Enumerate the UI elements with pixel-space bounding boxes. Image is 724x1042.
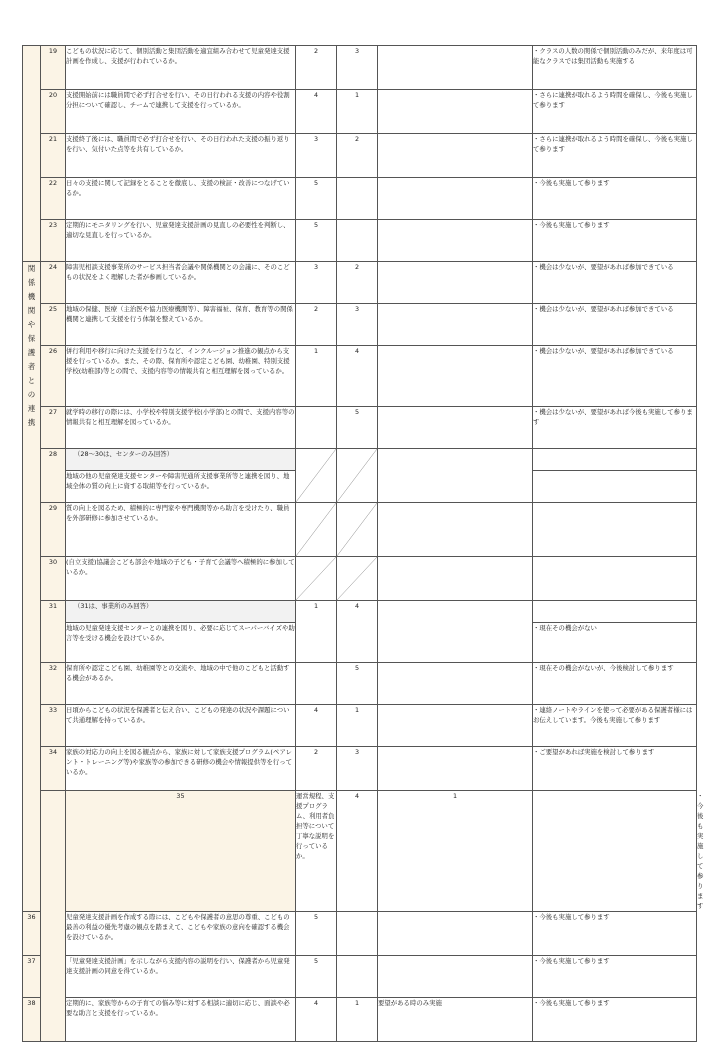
response-comment: ・クラスの人数の関係で個別活動のみだが、来年度は可能なクラスでは集団活動も実施する <box>533 46 697 90</box>
yes-count: 3 <box>296 262 337 304</box>
yes-count: 3 <box>296 134 337 178</box>
feedback-cell <box>378 262 533 304</box>
no-count <box>337 178 378 220</box>
item-text: こどもの状況に応じて、個別活動と集団活動を適宜組み合わせて児童発達支援計画を作成し、支援が行われているか。 <box>66 46 296 90</box>
no-count: 1 <box>337 705 378 747</box>
no-count <box>337 220 378 262</box>
feedback-cell <box>378 46 533 90</box>
feedback-cell <box>378 747 533 791</box>
table-row-note <box>23 601 697 623</box>
table-row <box>23 46 697 90</box>
note-center-only <box>66 449 296 471</box>
response-comment: ・現在その機会がないが、今後検討して参ります <box>533 663 697 705</box>
item-text: 日々の支援に関して記録をとることを徹底し、支援の検証・改善につなげているか。 <box>66 178 296 220</box>
response-comment: ・機会は少ないが、要望があれば参加できている <box>533 304 697 346</box>
response-comment: ・今後も実施して参ります <box>533 220 697 262</box>
item-text: 定期的に、家族等からの子育ての悩み等に対する相談に適切に応じ、面談や必要な助言と支援を行っているか。 <box>66 998 296 1042</box>
yes-count: 5 <box>296 220 337 262</box>
section-label: 関係機関や保護者との連携 <box>27 264 36 427</box>
response-comment: ・連絡ノートやラインを使って必要がある保護者様にはお伝えしています。今後も実施して参ります <box>533 705 697 747</box>
feedback-cell <box>378 134 533 178</box>
no-count: 4 <box>337 346 378 407</box>
row-number: 24 <box>41 262 66 304</box>
yes-count: 4 <box>296 998 337 1042</box>
yes-count <box>296 407 337 449</box>
evaluation-table <box>22 45 704 1042</box>
row-number: 38 <box>23 998 41 1042</box>
row-number: 23 <box>41 220 66 262</box>
no-count: 5 <box>337 407 378 449</box>
response-comment: ・機会は少ないが、要望があれば今後も実施して参ります <box>533 407 697 449</box>
section-cell-support <box>23 46 41 262</box>
response-comment: ・さらに連携が取れるよう時間を確保し、今後も実施して参ります <box>533 90 697 134</box>
row-number: 31 <box>41 601 66 663</box>
section-cell-parents <box>41 791 66 1042</box>
feedback-cell <box>378 220 533 262</box>
yes-count: 5 <box>296 912 337 956</box>
yes-count: 4 <box>296 705 337 747</box>
feedback-cell <box>378 407 533 449</box>
no-count: 1 <box>337 998 378 1042</box>
row-number: 20 <box>41 90 66 134</box>
no-count: 1 <box>337 90 378 134</box>
item-text: 家族の対応力の向上を図る観点から、家族に対して家族支援プログラム(ペアレント・トレーニング等)や家族等の参加できる研修の機会や情報提供等を行っているか。 <box>66 747 296 791</box>
row-number: 29 <box>41 503 66 557</box>
row-number: 25 <box>41 304 66 346</box>
response-comment <box>533 449 697 471</box>
no-count <box>337 912 378 956</box>
na-cell <box>296 557 337 601</box>
response-comment: ・機会は少ないが、要望があれば参加できている <box>533 346 697 407</box>
item-text: 地域の他の児童発達支援センターや障害児通所支援事業所等と連携を図り、地域全体の質の向上に資する取組等を行っているか。 <box>66 471 296 503</box>
yes-count: 4 <box>296 90 337 134</box>
item-text: 「児童発達支援計画」を示しながら支援内容の説明を行い、保護者から児童発達支援計画の同意を得ているか。 <box>66 956 296 998</box>
response-comment: ・さらに連携が取れるよう時間を確保し、今後も実施して参ります <box>533 134 697 178</box>
no-count: 1 <box>378 791 533 912</box>
response-comment: ・今後も実施して参ります <box>533 998 697 1042</box>
feedback-cell <box>378 601 533 663</box>
row-number: 36 <box>23 912 41 956</box>
yes-count: 2 <box>296 46 337 90</box>
response-comment <box>533 503 697 557</box>
feedback-cell <box>378 557 533 601</box>
item-text: 児童発達支援計画を作成する際には、こどもや保護者の意思の尊重、こどもの最善の利益の優先考慮の観点を踏まえて、こどもや家族の意向を確認する機会を設けているか。 <box>66 912 296 956</box>
item-text: 質の向上を図るため、積極的に専門家や専門機関等から助言を受けたり、職員を外部研修に参加させているか。 <box>66 503 296 557</box>
item-text: 障害児相談支援事業所のサービス担当者会議や関係機関との会議に、そのこどもの状況をよく理解した者が参画しているか。 <box>66 262 296 304</box>
feedback-cell <box>378 304 533 346</box>
note-office-only <box>66 601 296 623</box>
section-cell-related-orgs <box>23 262 41 912</box>
response-comment: ・ご要望があれば実施を検討して参ります <box>533 747 697 791</box>
feedback-cell <box>378 449 533 503</box>
table-row: 35 運営規程、支援プログラム、利用者負担等について丁寧な説明を行っているか。 4 1 ・今後も実施して参ります <box>23 791 697 912</box>
no-count: 5 <box>337 663 378 705</box>
no-count: 3 <box>337 304 378 346</box>
yes-count: 1 <box>296 346 337 407</box>
note-text: （28～30は、センターのみ回答） <box>74 450 174 458</box>
table-row <box>23 998 697 1042</box>
yes-count: 5 <box>296 178 337 220</box>
feedback-cell <box>533 791 697 912</box>
table-row <box>23 503 697 557</box>
no-count: 3 <box>337 46 378 90</box>
table-row <box>23 912 697 956</box>
yes-count <box>296 663 337 705</box>
item-text: 定期的にモニタリングを行い、児童発達支援計画の見直しの必要性を判断し、適切な見直しを行っているか。 <box>66 220 296 262</box>
item-text: 支援終了後には、職員間で必ず打合せを行い、その日行われた支援の振り返りを行い、気付いた点等を共有しているか。 <box>66 134 296 178</box>
table-row <box>23 557 697 601</box>
no-count: 2 <box>337 134 378 178</box>
table-row <box>23 220 697 262</box>
feedback-cell <box>378 346 533 407</box>
table-row <box>23 747 697 791</box>
row-number: 33 <box>41 705 66 747</box>
table-row <box>23 346 697 407</box>
feedback-cell <box>378 912 533 956</box>
feedback-cell <box>378 178 533 220</box>
item-text: 日頃からこどもの状況を保護者と伝え合い、こどもの発達の状況や課題について共通理解を持っているか。 <box>66 705 296 747</box>
feedback-cell: 要望がある時のみ実施 <box>378 998 533 1042</box>
feedback-cell <box>378 705 533 747</box>
na-cell <box>337 449 378 503</box>
response-comment: ・現在その機会がない <box>533 623 697 663</box>
row-number: 35 <box>66 791 296 912</box>
table-row <box>23 90 697 134</box>
row-number: 37 <box>23 956 41 998</box>
row-number: 34 <box>41 747 66 791</box>
row-number: 22 <box>41 178 66 220</box>
yes-count: 2 <box>296 304 337 346</box>
response-comment: ・今後も実施して参ります <box>533 956 697 998</box>
table-row <box>23 262 697 304</box>
row-number: 26 <box>41 346 66 407</box>
row-number: 28 <box>41 449 66 503</box>
table-row <box>23 134 697 178</box>
table-row <box>23 956 697 998</box>
na-cell <box>337 557 378 601</box>
table-row <box>23 178 697 220</box>
response-comment: ・今後も実施して参ります <box>533 912 697 956</box>
yes-count: 1 <box>296 601 337 663</box>
item-text: 就学時の移行の際には、小学校や特別支援学校(小学部)との間で、支援内容等の情報共有と相互理解を図っているか。 <box>66 407 296 449</box>
response-comment <box>533 471 697 503</box>
feedback-cell <box>378 663 533 705</box>
yes-count: 5 <box>296 956 337 998</box>
table-row-note <box>23 449 697 471</box>
no-count: 4 <box>337 601 378 663</box>
feedback-cell <box>378 503 533 557</box>
no-count: 2 <box>337 262 378 304</box>
na-cell <box>337 503 378 557</box>
table-row <box>23 705 697 747</box>
item-text: 併行利用や移行に向けた支援を行うなど、インクルージョン推進の観点から支援を行っているか。また、その際、保育所や認定こども園、幼稚園、特別支援学校(幼稚部)等との間で、支援内容等の情報共有と相互理解を図っているか。 <box>66 346 296 407</box>
row-number: 21 <box>41 134 66 178</box>
na-cell <box>296 503 337 557</box>
no-count: 3 <box>337 747 378 791</box>
table-row <box>23 304 697 346</box>
row-number: 30 <box>41 557 66 601</box>
item-text: 保育所や認定こども園、幼稚園等との交流や、地域の中で他のこどもと活動する機会があるか。 <box>66 663 296 705</box>
response-comment: ・機会は少ないが、要望があれば参加できている <box>533 262 697 304</box>
row-number: 32 <box>41 663 66 705</box>
no-count <box>337 956 378 998</box>
response-comment: ・今後も実施して参ります <box>533 178 697 220</box>
response-comment <box>533 557 697 601</box>
na-cell <box>296 449 337 503</box>
table-row <box>23 663 697 705</box>
response-comment <box>533 601 697 623</box>
item-text: 支援開始前には職員間で必ず打合せを行い、その日行われる支援の内容や役割分担について確認し、チームで連携して支援を行っているか。 <box>66 90 296 134</box>
feedback-cell <box>378 956 533 998</box>
item-text: 地域の保健、医療（主治医や協力医療機関等）、障害福祉、保育、教育等の関係機関と連携して支援を行う体制を整えているか。 <box>66 304 296 346</box>
feedback-cell <box>378 90 533 134</box>
item-text: (自立支援)協議会こども部会や地域の子ども・子育て会議等へ積極的に参加しているか。 <box>66 557 296 601</box>
item-text: 運営規程、支援プログラム、利用者負担等について丁寧な説明を行っているか。 <box>296 791 337 912</box>
table-row <box>23 407 697 449</box>
row-number: 19 <box>41 46 66 90</box>
yes-count: 2 <box>296 747 337 791</box>
item-text: 地域の児童発達支援センターとの連携を図り、必要に応じてスーパーバイズや助言等を受ける機会を設けているか。 <box>66 623 296 663</box>
note-text: （31は、事業所のみ回答） <box>74 602 153 610</box>
row-number: 27 <box>41 407 66 449</box>
yes-count: 4 <box>337 791 378 912</box>
